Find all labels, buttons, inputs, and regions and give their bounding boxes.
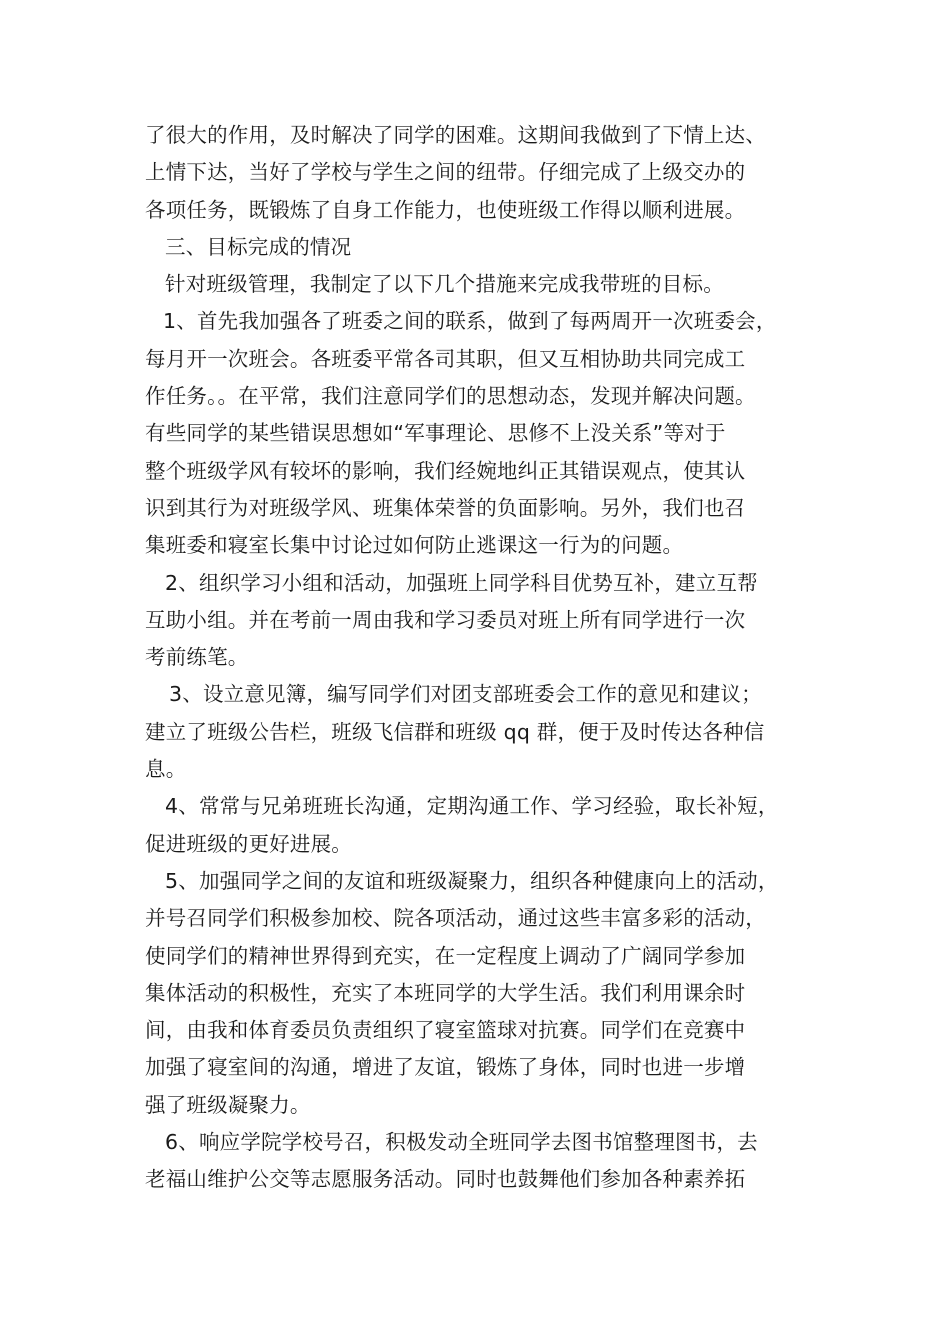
document-body — [145, 117, 835, 1199]
document-line: 作任务。。在平常，我们注意同学们的思想动态，发现并解决问题。 — [145, 384, 756, 409]
document-line: 息。 — [145, 757, 187, 782]
document-line: 各项任务，既锻炼了自身工作能力，也使班级工作得以顺利进展。 — [145, 197, 746, 222]
document-line: 促进班级的更好进展。 — [145, 831, 352, 856]
document-line: 5、加强同学之间的友谊和班级凝聚力，组织各种健康向上的活动， — [165, 868, 779, 893]
document-line: 间，由我和体育委员负责组织了寝室篮球对抗赛。同学们在竞赛中 — [145, 1018, 746, 1043]
document-line: 每月开一次班会。各班委平常各司其职，但又互相协助共同完成工 — [145, 346, 746, 371]
document-line: 整个班级学风有较坏的影响，我们经婉地纠正其错误观点，使其认 — [145, 458, 746, 483]
document-line: 上情下达，当好了学校与学生之间的纽带。仔细完成了上级交办的 — [145, 160, 746, 185]
document-line: 1、首先我加强各了班委之间的联系，做到了每两周开一次班委会， — [163, 309, 777, 334]
document-line: 使同学们的精神世界得到充实，在一定程度上调动了广阔同学参加 — [145, 943, 746, 968]
document-line: 互助小组。并在考前一周由我和学习委员对班上所有同学进行一次 — [145, 607, 746, 632]
document-line: 加强了寝室间的沟通，增进了友谊，锻炼了身体，同时也进一步增 — [145, 1055, 746, 1080]
document-line: 考前练笔。 — [145, 645, 249, 670]
document-line: 6、响应学院学校号召，积极发动全班同学去图书馆整理图书，去 — [165, 1130, 758, 1155]
document-line: 3、设立意见簿，编写同学们对团支部班委会工作的意见和建议； — [169, 682, 762, 707]
document-line: 强了班级凝聚力。 — [145, 1092, 311, 1117]
document-line: 了很大的作用，及时解决了同学的困难。这期间我做到了下情上达、 — [145, 123, 766, 147]
document-line: 集体活动的积极性，充实了本班同学的大学生活。我们利用课余时 — [145, 980, 746, 1005]
document-line: 建立了班级公告栏，班级飞信群和班级 qq 群，便于及时传达各种信 — [145, 719, 765, 744]
document-line: 识到其行为对班级学风、班集体荣誉的负面影响。另外，我们也召 — [145, 495, 746, 520]
document-line: 三、目标完成的情况 — [165, 234, 352, 259]
document-line: 有些同学的某些错误思想如“军事理论、思修不上没关系”等对于 — [145, 421, 726, 446]
document-line: 针对班级管理，我制定了以下几个措施来完成我带班的目标。 — [165, 272, 724, 297]
document-line: 2、组织学习小组和活动，加强班上同学科目优势互补，建立互帮 — [165, 570, 758, 595]
document-line: 老福山维护公交等志愿服务活动。同时也鼓舞他们参加各种素养拓 — [145, 1167, 746, 1192]
document-line: 并号召同学们积极参加校、院各项活动，通过这些丰富多彩的活动， — [145, 906, 766, 931]
document-line: 4、常常与兄弟班班长沟通，定期沟通工作、学习经验，取长补短， — [165, 794, 779, 819]
document-line: 集班委和寝室长集中讨论过如何防止逃课这一行为的问题。 — [145, 533, 684, 558]
